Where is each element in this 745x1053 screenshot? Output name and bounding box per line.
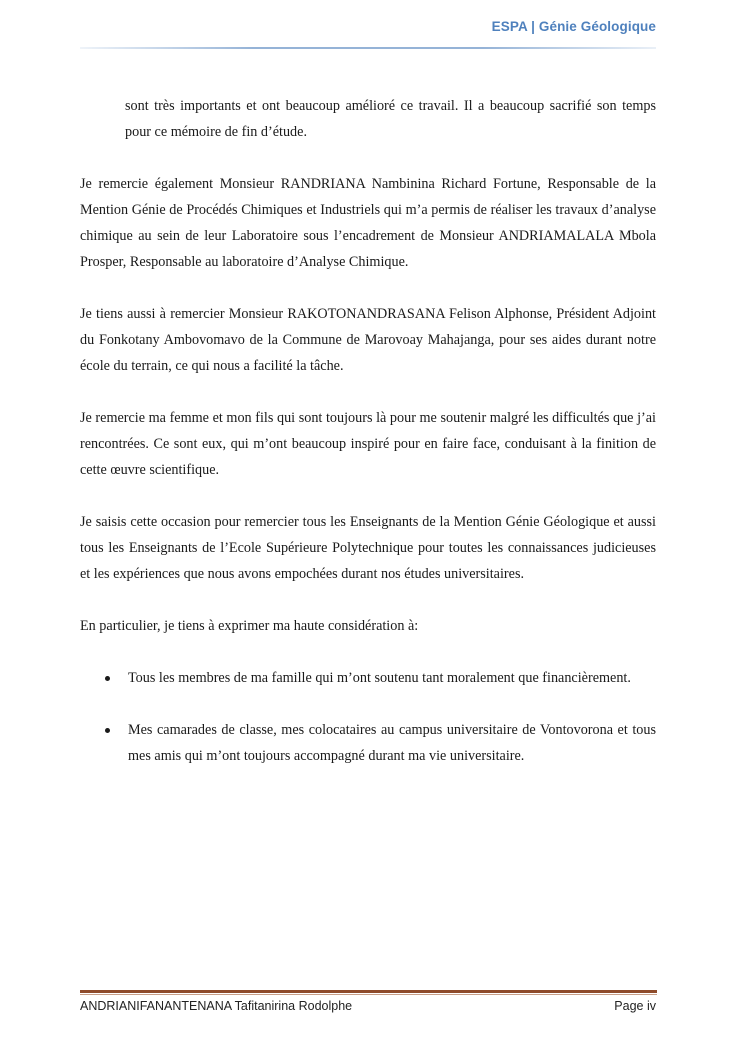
continuation-paragraph: sont très importants et ont beaucoup amélioré ce travail. Il a beaucoup sacrifié son temps pour ce mémoire de fin d’étude. (125, 98, 656, 140)
paragraph: En particulier, je tiens à exprimer ma haute considération à: (80, 618, 419, 634)
page-number: Page iv (614, 999, 656, 1013)
footer-divider (80, 990, 657, 993)
paragraph: Je remercie ma femme et mon fils qui sont toujours là pour me soutenir malgré les difficultés que j’ai rencontrées. Ce sont eux, qui m’ont beaucoup inspiré pour en faire face, conduisant à la finition de cette œuvre scientifique. (80, 410, 656, 478)
header-divider (80, 47, 656, 49)
header-title: ESPA | Génie Géologique (491, 19, 656, 34)
paragraph: Je saisis cette occasion pour remercier tous les Enseignants de la Mention Génie Géologique et aussi tous les Enseignants de l’Ecole Supérieure Polytechnique pour toutes les connaissances judicieuses et les expériences que nous avons empochées durant nos études universitaires. (80, 514, 656, 582)
list-item (80, 665, 656, 691)
bullet-icon (105, 728, 110, 733)
document-body (80, 93, 656, 795)
list-item (80, 717, 656, 769)
list-item-text: Tous les membres de ma famille qui m’ont soutenu tant moralement que financièrement. (128, 670, 631, 686)
paragraph: Je remercie également Monsieur RANDRIANA Nambinina Richard Fortune, Responsable de la Mention Génie de Procédés Chimiques et Industriels qui m’a permis de réaliser les travaux d’analyse chimique au sein de leur Laboratoire sous l’encadrement de Monsieur ANDRIAMALALA Mbola Prosper, Responsable au laboratoire d’Analyse Chimique. (80, 176, 656, 270)
bullet-list (80, 665, 656, 769)
footer-divider-thin (80, 994, 657, 995)
list-item-text: Mes camarades de classe, mes colocataires au campus universitaire de Vontovorona et tous mes amis qui m’ont toujours accompagné durant ma vie universitaire. (128, 722, 656, 764)
paragraph: Je tiens aussi à remercier Monsieur RAKOTONANDRASANA Felison Alphonse, Président Adjoint du Fonkotany Ambovomavo de la Commune de Marovoay Mahajanga, pour ses aides durant notre école du terrain, ce qui nous a facilité la tâche. (80, 306, 656, 374)
bullet-icon (105, 676, 110, 681)
footer-author: ANDRIANIFANANTENANA Tafitanirina Rodolphe (80, 999, 353, 1013)
